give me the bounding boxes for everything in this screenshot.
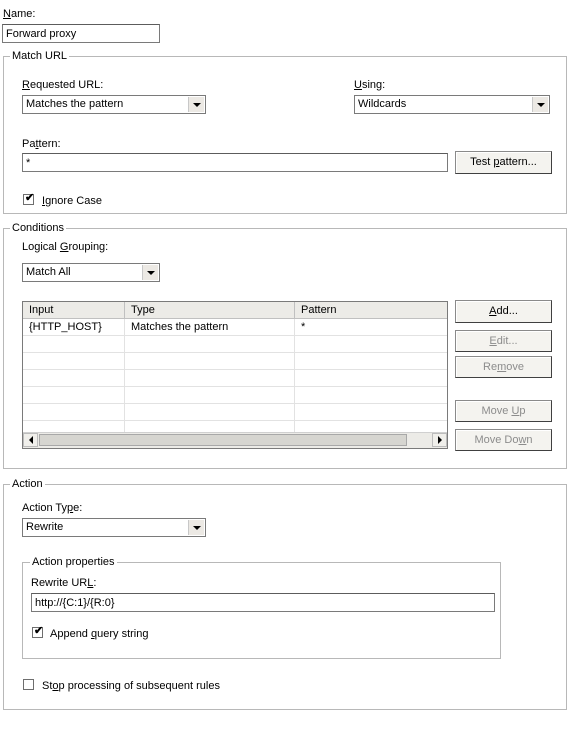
chevron-down-icon[interactable] bbox=[532, 97, 548, 112]
action-type-select[interactable] bbox=[22, 518, 206, 537]
logical-grouping-label: Logical Grouping: bbox=[22, 241, 109, 253]
table-cell-input: {HTTP_HOST} bbox=[23, 319, 125, 335]
test-pattern-button[interactable]: Test pattern... bbox=[455, 151, 552, 174]
move-up-button[interactable]: Move Up bbox=[455, 400, 552, 422]
chevron-down-icon[interactable] bbox=[142, 265, 158, 280]
checkmark-icon: ✔ bbox=[25, 192, 35, 204]
horizontal-scrollbar[interactable] bbox=[23, 432, 447, 448]
scrollbar-thumb[interactable] bbox=[39, 434, 407, 446]
remove-condition-button[interactable]: Remove bbox=[455, 356, 552, 378]
requested-url-value: Matches the pattern bbox=[26, 98, 124, 110]
checkmark-icon: ✔ bbox=[34, 625, 44, 637]
requested-url-select[interactable] bbox=[22, 95, 206, 114]
logical-grouping-value: Match All bbox=[26, 266, 71, 278]
column-header-input[interactable]: Input bbox=[23, 302, 125, 318]
append-query-label[interactable]: Append query string bbox=[50, 628, 149, 640]
pattern-input[interactable]: * bbox=[22, 153, 448, 172]
column-header-pattern[interactable]: Pattern bbox=[301, 304, 337, 316]
add-condition-button[interactable]: Add... bbox=[455, 300, 552, 323]
chevron-down-icon[interactable] bbox=[188, 520, 204, 535]
name-label: Name: bbox=[3, 8, 36, 20]
logical-grouping-select[interactable] bbox=[22, 263, 160, 282]
using-value: Wildcards bbox=[358, 98, 407, 110]
action-type-value: Rewrite bbox=[26, 521, 64, 533]
table-cell-type: Matches the pattern bbox=[125, 319, 295, 335]
move-down-button[interactable]: Move Down bbox=[455, 429, 552, 451]
name-input[interactable]: Forward proxy bbox=[2, 24, 160, 43]
append-query-checkbox[interactable] bbox=[32, 627, 43, 638]
table-row[interactable] bbox=[23, 319, 447, 336]
stop-processing-label[interactable]: Stop processing of subsequent rules bbox=[42, 680, 220, 692]
table-row-empty bbox=[23, 370, 447, 387]
scroll-right-icon[interactable] bbox=[432, 433, 447, 447]
match-url-title: Match URL bbox=[12, 50, 68, 62]
stop-processing-checkbox[interactable] bbox=[23, 679, 34, 690]
column-header-type[interactable]: Type bbox=[125, 302, 295, 318]
ignore-case-label[interactable]: Ignore Case bbox=[42, 195, 102, 207]
edit-condition-button[interactable]: Edit... bbox=[455, 330, 552, 352]
table-row-empty bbox=[23, 336, 447, 353]
action-properties-title: Action properties bbox=[32, 556, 115, 568]
table-cell-pattern: * bbox=[301, 321, 306, 333]
rewrite-url-label: Rewrite URL: bbox=[31, 577, 97, 589]
action-title: Action bbox=[12, 478, 43, 490]
requested-url-label: Requested URL: bbox=[22, 79, 104, 91]
ignore-case-checkbox[interactable] bbox=[23, 194, 34, 205]
pattern-label: Pattern: bbox=[22, 138, 61, 150]
table-row-empty bbox=[23, 353, 447, 370]
conditions-title: Conditions bbox=[12, 222, 64, 234]
table-row-empty bbox=[23, 404, 447, 421]
table-row-empty bbox=[23, 387, 447, 404]
rewrite-url-input[interactable]: http://{C:1}/{R:0} bbox=[31, 593, 495, 612]
scroll-left-icon[interactable] bbox=[23, 433, 38, 447]
chevron-down-icon[interactable] bbox=[188, 97, 204, 112]
conditions-table[interactable] bbox=[22, 301, 448, 449]
action-type-label: Action Type: bbox=[22, 502, 83, 514]
table-header bbox=[23, 302, 447, 319]
using-select[interactable] bbox=[354, 95, 550, 114]
using-label: Using: bbox=[354, 79, 386, 91]
